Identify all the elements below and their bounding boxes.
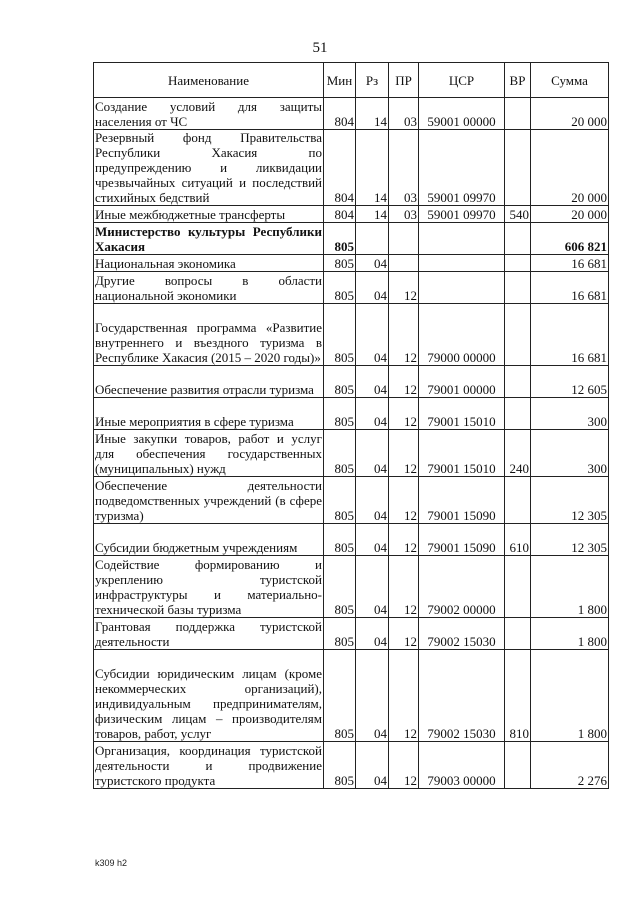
- cell-min: 804: [324, 130, 356, 206]
- cell-csr: 59001 09970: [419, 206, 505, 223]
- cell-min: 805: [324, 366, 356, 398]
- cell-pr: 12: [389, 430, 419, 477]
- cell-csr: [419, 272, 505, 304]
- cell-rz: 04: [356, 650, 389, 742]
- cell-sum: 20 000: [531, 98, 609, 130]
- table-row: [94, 650, 609, 742]
- cell-vr: 610: [505, 524, 531, 556]
- cell-pr: 12: [389, 477, 419, 524]
- page-number: 51: [312, 40, 328, 56]
- cell-pr: [389, 223, 419, 255]
- cell-min: 805: [324, 742, 356, 789]
- cell-pr: 12: [389, 742, 419, 789]
- cell-vr: 810: [505, 650, 531, 742]
- cell-vr: [505, 742, 531, 789]
- cell-csr: 79001 15010: [419, 430, 505, 477]
- cell-vr: [505, 255, 531, 272]
- cell-pr: [389, 255, 419, 272]
- table-row: [94, 430, 609, 477]
- cell-sum: 1 800: [531, 650, 609, 742]
- cell-sum: 1 800: [531, 556, 609, 618]
- cell-name: Содействие формированию и укреплению туристской инфраструктуры и материально-технической базы туризма: [95, 557, 322, 617]
- cell-name: Иные межбюджетные трансферты: [94, 206, 324, 223]
- cell-csr: 79002 15030: [419, 618, 505, 650]
- table-row: [94, 272, 609, 304]
- cell-vr: [505, 366, 531, 398]
- cell-name: Создание условий для защиты населения от ЧС: [95, 99, 322, 129]
- cell-pr: 12: [389, 366, 419, 398]
- cell-pr: 12: [389, 618, 419, 650]
- cell-csr: 79001 00000: [419, 366, 505, 398]
- cell-min: 805: [324, 430, 356, 477]
- table-row: [94, 524, 609, 556]
- table-row: [94, 255, 609, 272]
- cell-pr: 03: [389, 130, 419, 206]
- cell-name: Национальная экономика: [94, 255, 324, 272]
- cell-csr: 79000 00000: [419, 304, 505, 366]
- cell-min: 805: [324, 556, 356, 618]
- cell-rz: 04: [356, 430, 389, 477]
- cell-name: Иные закупки товаров, работ и услуг для обеспечения государственных (муниципальных) нужд: [95, 431, 322, 476]
- table-row: [94, 304, 609, 366]
- cell-csr: 79002 15030: [419, 650, 505, 742]
- cell-csr: 79001 15010: [419, 398, 505, 430]
- cell-csr: 79002 00000: [419, 556, 505, 618]
- table-row: [94, 130, 609, 206]
- cell-sum: 20 000: [531, 130, 609, 206]
- header-pr: ПР: [389, 63, 419, 98]
- cell-vr: [505, 618, 531, 650]
- footer-code: k309 h2: [95, 858, 128, 868]
- cell-sum: 12 305: [531, 477, 609, 524]
- cell-csr: [419, 255, 505, 272]
- cell-vr: [505, 130, 531, 206]
- cell-name: Организация, координация туристской деятельности и продвижение туристского продукта: [95, 743, 322, 788]
- cell-pr: 03: [389, 206, 419, 223]
- cell-min: 805: [324, 272, 356, 304]
- cell-name: Иные мероприятия в сфере туризма: [94, 398, 324, 430]
- cell-pr: 12: [389, 524, 419, 556]
- table-row: [94, 98, 609, 130]
- cell-csr: 59001 09970: [419, 130, 505, 206]
- table-body: [94, 98, 609, 789]
- cell-rz: 04: [356, 304, 389, 366]
- cell-min: 805: [324, 304, 356, 366]
- cell-name: Субсидии юридическим лицам (кроме некоммерческих организаций), индивидуальным предпринимателям, физическим лицам – производителям товаров, работ, услуг: [94, 650, 324, 742]
- cell-pr: 12: [389, 398, 419, 430]
- cell-vr: [505, 304, 531, 366]
- table-row: [94, 618, 609, 650]
- table-row: [94, 223, 609, 255]
- cell-rz: 04: [356, 255, 389, 272]
- cell-sum: 12 605: [531, 366, 609, 398]
- cell-sum: 1 800: [531, 618, 609, 650]
- cell-min: 805: [324, 255, 356, 272]
- cell-rz: 04: [356, 477, 389, 524]
- cell-name: Обеспечение развития отрасли туризма: [94, 366, 324, 398]
- cell-sum: 16 681: [531, 272, 609, 304]
- cell-vr: 240: [505, 430, 531, 477]
- header-csr: ЦСР: [419, 63, 505, 98]
- cell-pr: 03: [389, 98, 419, 130]
- header-rz: Рз: [356, 63, 389, 98]
- table-row: [94, 206, 609, 223]
- cell-min: 805: [324, 223, 356, 255]
- cell-rz: 04: [356, 272, 389, 304]
- cell-sum: 2 276: [531, 742, 609, 789]
- cell-min: 805: [324, 650, 356, 742]
- table-row: [94, 477, 609, 524]
- cell-rz: [356, 223, 389, 255]
- header-min: Мин: [324, 63, 356, 98]
- cell-csr: [419, 223, 505, 255]
- cell-vr: [505, 223, 531, 255]
- cell-name: Грантовая поддержка туристской деятельности: [95, 619, 322, 649]
- cell-name: Министерство культуры Республики Хакасия: [95, 224, 322, 254]
- cell-name: Субсидии бюджетным учреждениям: [94, 524, 324, 556]
- cell-pr: 12: [389, 650, 419, 742]
- cell-rz: 04: [356, 556, 389, 618]
- cell-name: Резервный фонд Правительства Республики Хакасия по предупреждению и ликвидации чрезвычайных ситуаций и последствий стихийных бедствий: [95, 130, 322, 205]
- cell-sum: 12 305: [531, 524, 609, 556]
- cell-rz: 14: [356, 98, 389, 130]
- cell-rz: 04: [356, 742, 389, 789]
- header-vr: ВР: [505, 63, 531, 98]
- cell-min: 805: [324, 618, 356, 650]
- cell-vr: [505, 477, 531, 524]
- cell-min: 804: [324, 206, 356, 223]
- cell-rz: 14: [356, 206, 389, 223]
- cell-rz: 04: [356, 618, 389, 650]
- cell-name: Другие вопросы в области национальной экономики: [95, 273, 322, 303]
- cell-pr: 12: [389, 304, 419, 366]
- cell-csr: 59001 00000: [419, 98, 505, 130]
- cell-min: 805: [324, 524, 356, 556]
- table-row: [94, 742, 609, 789]
- cell-rz: 04: [356, 398, 389, 430]
- cell-name: Обеспечение деятельности подведомственных учреждений (в сфере туризма): [95, 478, 322, 523]
- table-header-row: [94, 63, 609, 98]
- table-row: [94, 556, 609, 618]
- cell-pr: 12: [389, 556, 419, 618]
- cell-csr: 79001 15090: [419, 477, 505, 524]
- cell-vr: [505, 98, 531, 130]
- cell-vr: [505, 272, 531, 304]
- cell-min: 805: [324, 477, 356, 524]
- cell-pr: 12: [389, 272, 419, 304]
- cell-sum: 606 821: [531, 223, 609, 255]
- cell-vr: 540: [505, 206, 531, 223]
- cell-rz: 04: [356, 366, 389, 398]
- cell-vr: [505, 556, 531, 618]
- cell-csr: 79003 00000: [419, 742, 505, 789]
- cell-rz: 14: [356, 130, 389, 206]
- cell-rz: 04: [356, 524, 389, 556]
- cell-sum: 300: [531, 398, 609, 430]
- header-name: Наименование: [94, 63, 324, 98]
- cell-sum: 20 000: [531, 206, 609, 223]
- cell-name: Государственная программа «Развитие внутреннего и въездного туризма в Республике Хакасия (2015 – 2020 годы)»: [94, 304, 324, 366]
- table-row: [94, 398, 609, 430]
- cell-min: 805: [324, 398, 356, 430]
- table-row: [94, 366, 609, 398]
- cell-sum: 16 681: [531, 255, 609, 272]
- cell-sum: 16 681: [531, 304, 609, 366]
- budget-table: [93, 62, 609, 789]
- cell-min: 804: [324, 98, 356, 130]
- header-sum: Сумма: [531, 63, 609, 98]
- cell-sum: 300: [531, 430, 609, 477]
- cell-csr: 79001 15090: [419, 524, 505, 556]
- cell-vr: [505, 398, 531, 430]
